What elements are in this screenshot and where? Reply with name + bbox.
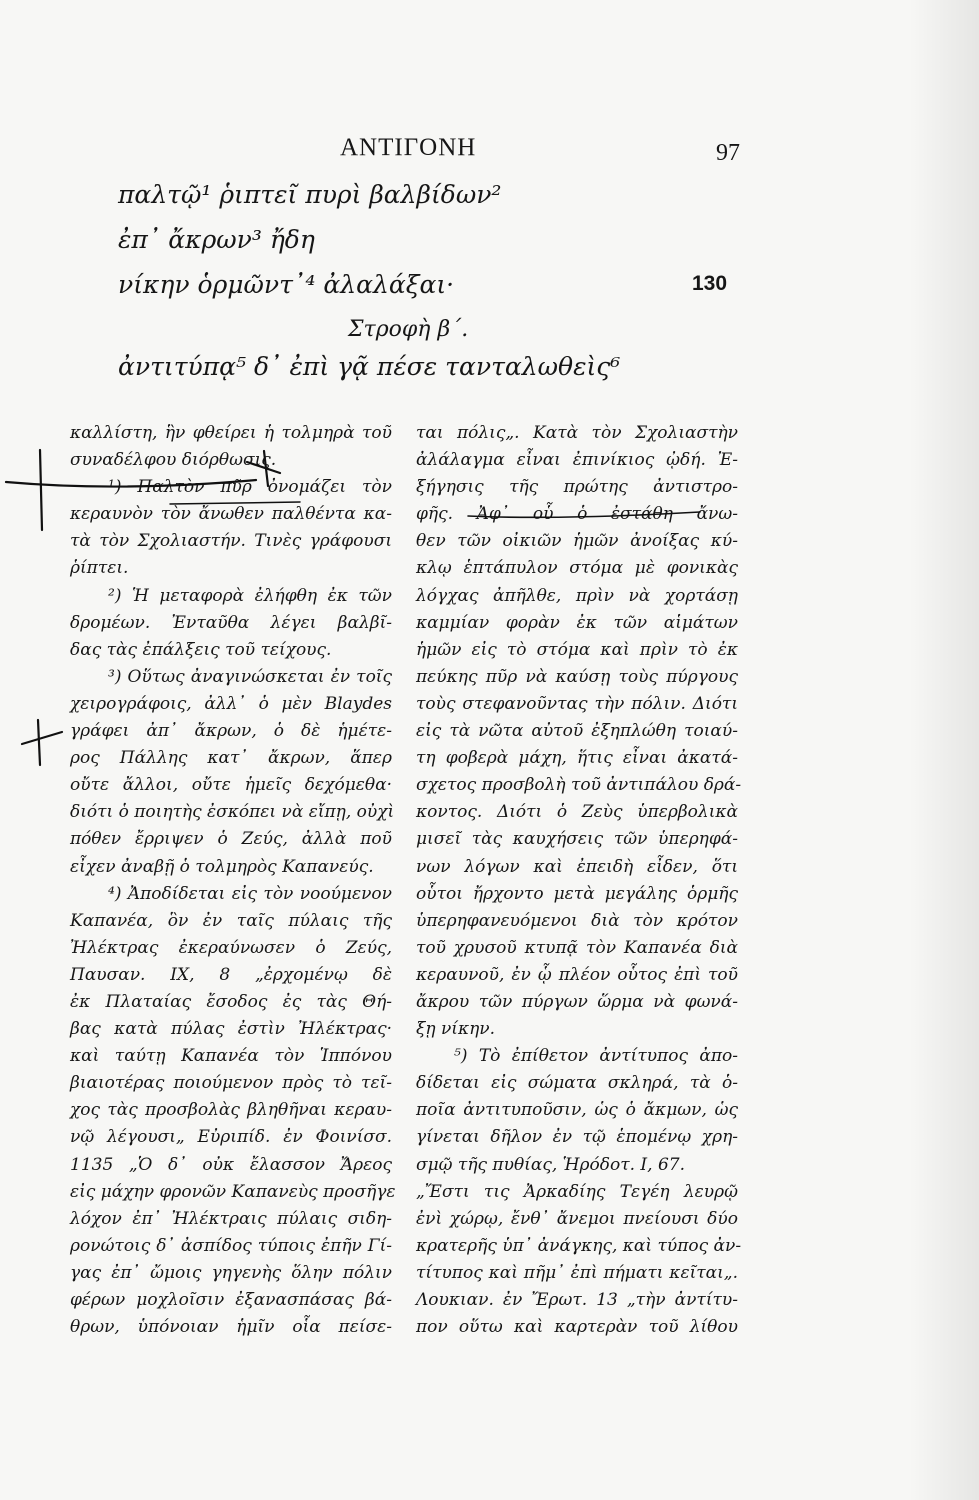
note-line: λόχον ἐπ᾽ Ἠλέκτραις πύλαις σιδη-	[70, 1208, 392, 1229]
note-line: τοῦ χρυσοῦ κτυπᾷ τὸν Καπανέα διὰ	[416, 937, 738, 958]
note-line: οὗτοι ἤρχοντο μετὰ μεγάλης ὁρμῆς	[416, 883, 738, 904]
note-line: ἐκ Πλαταίας ἔσοδος ἐς τὰς Θή-	[70, 991, 392, 1012]
note-line: 1135 „Ὁ δ᾽ οὐκ ἔλασσον Ἄρεος	[70, 1154, 392, 1175]
note-line: διότι ὁ ποιητὴς ἐσκόπει νὰ εἴπῃ, οὐχὶ	[70, 802, 395, 823]
note-line: μισεῖ τὰς καυχήσεις τῶν ὑπερηφά-	[416, 829, 738, 850]
note-line: τὰ τὸν Σχολιαστήν. Τινὲς γράφουσι	[70, 531, 392, 552]
note-line: θρων, ὑπόνοιαν ἡμῖν οἷα πείσε-	[70, 1317, 392, 1338]
pen-cross-vertical	[38, 720, 40, 765]
note-line: φέρων μοχλοῖσιν ἐξανασπάσας βά-	[70, 1290, 392, 1310]
pen-mark-vertical	[40, 450, 42, 530]
note-line: εἰς τὰ νῶτα αὐτοῦ ἐξηπλώθη τοιαύ-	[416, 721, 738, 742]
note-line: χειρογράφοις, ἀλλ᾽ ὁ μὲν Blaydes	[70, 693, 392, 714]
note-line: κεραυνὸν τὸν ἄνωθεν παλθέντα κα-	[70, 504, 392, 525]
note-line: νων λόγων καὶ ἐπειδὴ εἶδεν, ὅτι	[416, 856, 738, 877]
note-line: ¹) Παλτὸν πῦρ ὀνομάζει τὸν	[108, 477, 392, 498]
note-line: καλλίστη, ἣν φθείρει ἡ τολμηρὰ τοῦ	[70, 423, 392, 443]
note-line: δας τὰς ἐπάλξεις τοῦ τείχους.	[70, 639, 332, 660]
note-line: κλῳ ἑπτάπυλον στόμα μὲ φονικὰς	[416, 558, 738, 579]
note-line: κεραυνοῦ, ἐν ᾧ πλέον οὗτος ἐπὶ τοῦ	[416, 964, 738, 985]
note-line: ³) Οὕτως ἀναγινώσκεται ἐν τοῖς	[108, 666, 392, 687]
note-line: Ἠλέκτρας ἐκεραύνωσεν ὁ Ζεύς,	[70, 937, 392, 958]
note-line: ἄκρου τῶν πύργων ὥρμα νὰ φωνά-	[416, 991, 738, 1012]
note-line: δίδεται εἰς σώματα σκληρά, τὰ ὁ-	[416, 1073, 738, 1094]
note-line: βιαιοτέρας ποιούμενον πρὸς τὸ τεῖ-	[70, 1073, 392, 1094]
note-line: ἐνὶ χώρῳ, ἔνθ᾽ ἄνεμοι πνείουσι δύο	[416, 1208, 738, 1229]
note-line: δρομέων. Ἐνταῦθα λέγει βαλβῖ-	[70, 612, 392, 633]
note-line: ὑπερηφανευόμενοι διὰ τὸν κρότον	[416, 910, 738, 931]
note-line: εἶχεν ἀναβῇ ὁ τολμηρὸς Καπανεύς.	[70, 856, 374, 877]
page-title: ΑΝΤΙΓΟΝΗ	[340, 134, 477, 161]
note-line: πεύκης πῦρ νὰ καύσῃ τοὺς πύργους	[416, 666, 738, 687]
note-line: σχετος προσβολὴ τοῦ ἀντιπάλου δρά-	[416, 775, 742, 796]
page-edge-shadow	[909, 0, 979, 1500]
note-line: ⁴) Ἀποδίδεται εἰς τὸν νοούμενον	[108, 883, 392, 904]
note-line: ρος Πάλλης κατ᾽ ἄκρων, ἅπερ	[70, 748, 392, 769]
note-line: ξῃ νίκην.	[416, 1019, 496, 1040]
note-line: τη φοβερὰ μάχη, ἥτις εἶναι ἀκατά-	[416, 748, 738, 769]
note-line: γας ἐπ᾽ ὤμοις γηγενὴς ὅλην πόλιν	[70, 1262, 392, 1283]
note-line: σμῷ τῆς πυθίας, Ἡρόδοτ. I, 67.	[416, 1154, 685, 1175]
page-number: 97	[716, 140, 740, 166]
note-line: „Ἔστι τις Ἀρκαδίης Τεγέη λευρῷ	[416, 1181, 738, 1202]
note-line: χος τὰς προσβολὰς βληθῆναι κεραυ-	[70, 1100, 392, 1121]
verse-line: παλτῷ¹ ῥιπτεῖ πυρὶ βαλβίδων²	[118, 180, 502, 209]
note-line: πον οὕτω καὶ καρτερὰν τοῦ λίθου	[416, 1317, 738, 1338]
note-line: νῷ λέγουσι„ Εὐριπίδ. ἐν Φοινίσσ.	[70, 1127, 392, 1148]
note-line: ξήγησις τῆς πρώτης ἀντιστρο-	[416, 477, 738, 498]
strophe-heading: Στροφὴ β´.	[348, 317, 469, 342]
note-line: θεν τῶν οἰκιῶν ἡμῶν ἀνοίξας κύ-	[416, 531, 738, 552]
note-line: συναδέλφου διόρθωσις.	[70, 450, 277, 471]
note-line: ρονώτοις δ᾽ ἀσπίδος τύποις ἐπῆν Γί-	[70, 1235, 392, 1256]
note-line: εἰς μάχην φρονῶν Καπανεὺς προσῆγε	[70, 1181, 396, 1202]
note-line: τοὺς στεφανοῦντας τὴν πόλιν. Διότι	[416, 693, 738, 714]
note-line: τίτυπος καὶ πῆμ᾽ ἐπὶ πήματι κεῖται„.	[416, 1262, 738, 1283]
verse-line: ἐπ᾽ ἄκρων³ ἤδη	[118, 225, 315, 254]
note-line: οὔτε ἄλλοι, οὔτε ἡμεῖς δεχόμεθα·	[70, 775, 392, 796]
note-line: καὶ ταύτῃ Καπανέα τὸν Ἱππόνου	[70, 1046, 392, 1067]
note-line: γράφει ἀπ᾽ ἄκρων, ὁ δὲ ἡμέτε-	[70, 721, 392, 742]
note-line: ²) Ἡ μεταφορὰ ἐλήφθη ἐκ τῶν	[108, 585, 392, 606]
note-line: ται πόλις„. Κατὰ τὸν Σχολιαστὴν	[416, 423, 738, 443]
verse-line-number: 130	[692, 272, 728, 295]
pen-cross-horizontal	[22, 732, 62, 744]
note-line: κοντος. Διότι ὁ Ζεὺς ὑπερβολικὰ	[416, 802, 738, 823]
note-line: βας κατὰ πύλας ἐστὶν Ἠλέκτρας·	[70, 1019, 392, 1040]
verse-line: ἀντιτύπᾳ⁵ δ᾽ ἐπὶ γᾷ πέσε τανταλωθεὶς⁶	[118, 352, 621, 381]
note-line: Λουκιαν. ἐν Ἔρωτ. 13 „τὴν ἀντίτυ-	[416, 1290, 738, 1310]
note-line: Παυσαν. IX, 8 „ἐρχομένῳ δὲ	[70, 964, 392, 985]
note-line: ῥίπτει.	[70, 558, 129, 579]
note-line: ⁵) Τὸ ἐπίθετον ἀντίτυπος ἀπο-	[454, 1046, 738, 1067]
verse-line: νίκην ὁρμῶντ᾽⁴ ἀλαλάξαι·	[118, 270, 455, 299]
notes-left-column	[70, 420, 396, 1341]
note-line: ἀλάλαγμα εἶναι ἐπινίκιος ᾠδή. Ἐ-	[416, 450, 738, 471]
note-line: ἡμῶν εἰς τὸ στόμα καὶ πρὶν τὸ ἐκ	[416, 639, 738, 660]
note-line: λόγχας ἀπῆλθε, πρὶν νὰ χορτάσῃ	[416, 585, 738, 606]
note-line: καμμίαν φορὰν ἐκ τῶν αἱμάτων	[416, 612, 738, 633]
notes-right-column	[416, 420, 742, 1341]
note-line: φῆς. Ἀφ᾽ οὗ ὁ ἐστάθη ἄνω-	[416, 504, 738, 525]
note-line: Καπανέα, ὃν ἐν ταῖς πύλαις τῆς	[70, 910, 392, 931]
note-line: γίνεται δῆλον ἐν τῷ ἑπομένῳ χρη-	[416, 1127, 738, 1148]
note-line: πόθεν ἔρριψεν ὁ Ζεύς, ἀλλὰ ποῦ	[70, 829, 392, 850]
note-line: ποῖα ἀντιτυποῦσιν, ὡς ὁ ἄκμων, ὡς	[416, 1100, 738, 1121]
note-line: κρατερῆς ὑπ᾽ ἀνάγκης, καὶ τύπος ἀν-	[416, 1235, 742, 1256]
